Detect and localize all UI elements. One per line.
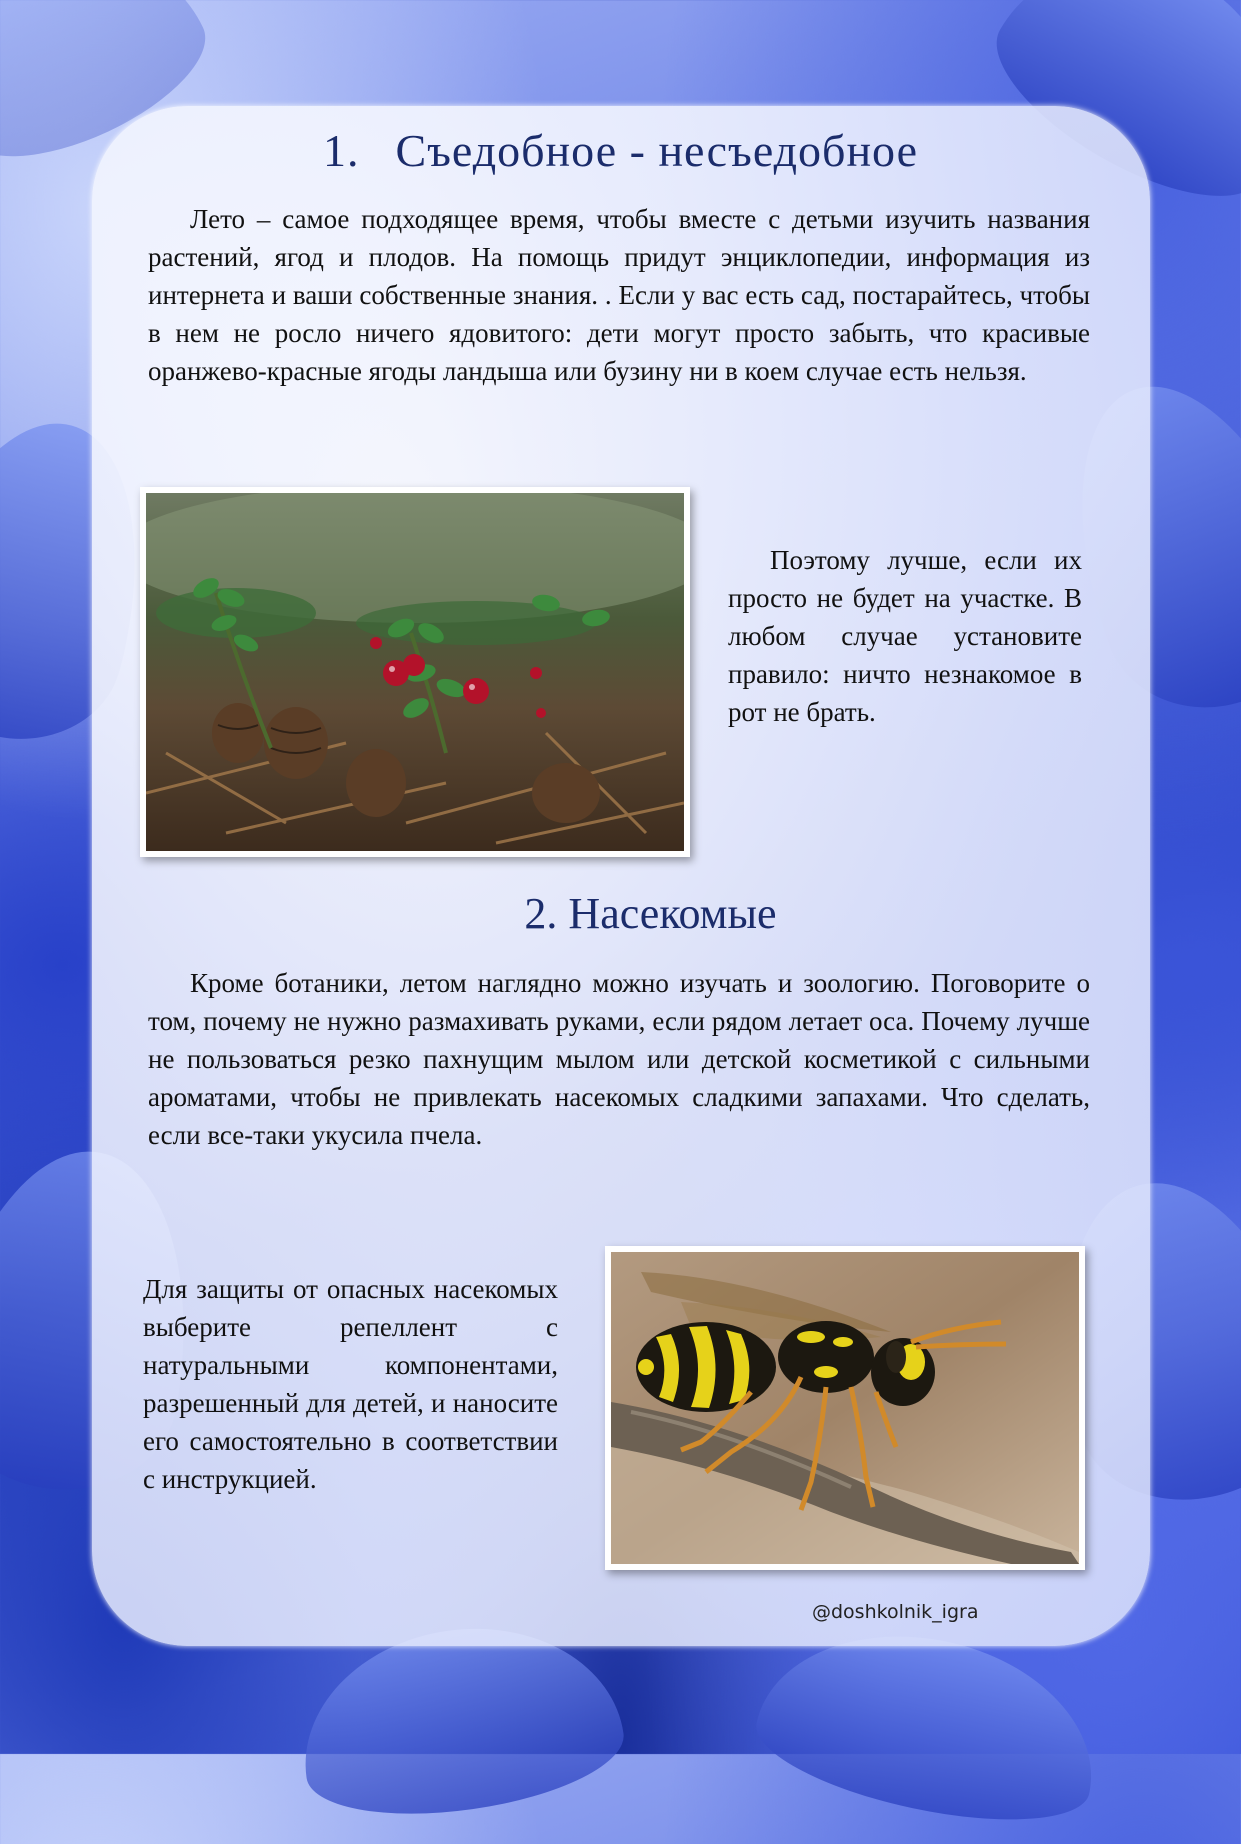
wasp-photo [605, 1246, 1085, 1570]
section-2-intro: Кроме ботаники, летом наглядно можно изучать и зоологию. Поговорите о том, почему не нужно размахивать руками, если рядом летает оса. Почему лучше не пользоваться резко пахнущим мылом или детской косметикой с сильными ароматами, чтобы не привлекать насекомых сладкими запахами. Что сделать, если все-таки укусила пчела. [148, 968, 1090, 1150]
section-1-title: Съедобное - несъедобное [395, 125, 919, 176]
section-1-intro: Лето – самое подходящее время, чтобы вместе с детьми изучить названия растений, ягод и плодов. На помощь придут энциклопедии, информация из интернета и ваши собственные знания. . Если у вас есть сад, постарайтесь, чтобы в нем не росло ничего ядовитого: дети могут просто забыть, что красивые оранжево-красные ягоды ландыша или бузину ни в коем случае есть нельзя. [148, 204, 1090, 386]
wasp-image [611, 1252, 1079, 1564]
section-1-heading [0, 124, 1241, 177]
section-2-heading: 2. Насекомые [524, 889, 777, 938]
section-2-side-text: Для защиты от опасных насекомых выберите репеллент с натуральными компонентами, разрешенный для детей, и наносите его самостоятельно в соответствии с инструкцией. [143, 1274, 558, 1494]
section-1-side-text: Поэтому лучше, если их просто не будет на участке. В любом случае установите правило: ничто незнакомое в рот не брать. [728, 545, 1082, 727]
lingonberry-photo [140, 487, 690, 857]
lingonberry-image [146, 493, 684, 851]
section-1-number: 1. [322, 125, 360, 176]
social-handle: @doshkolnik_igra [812, 1601, 979, 1623]
